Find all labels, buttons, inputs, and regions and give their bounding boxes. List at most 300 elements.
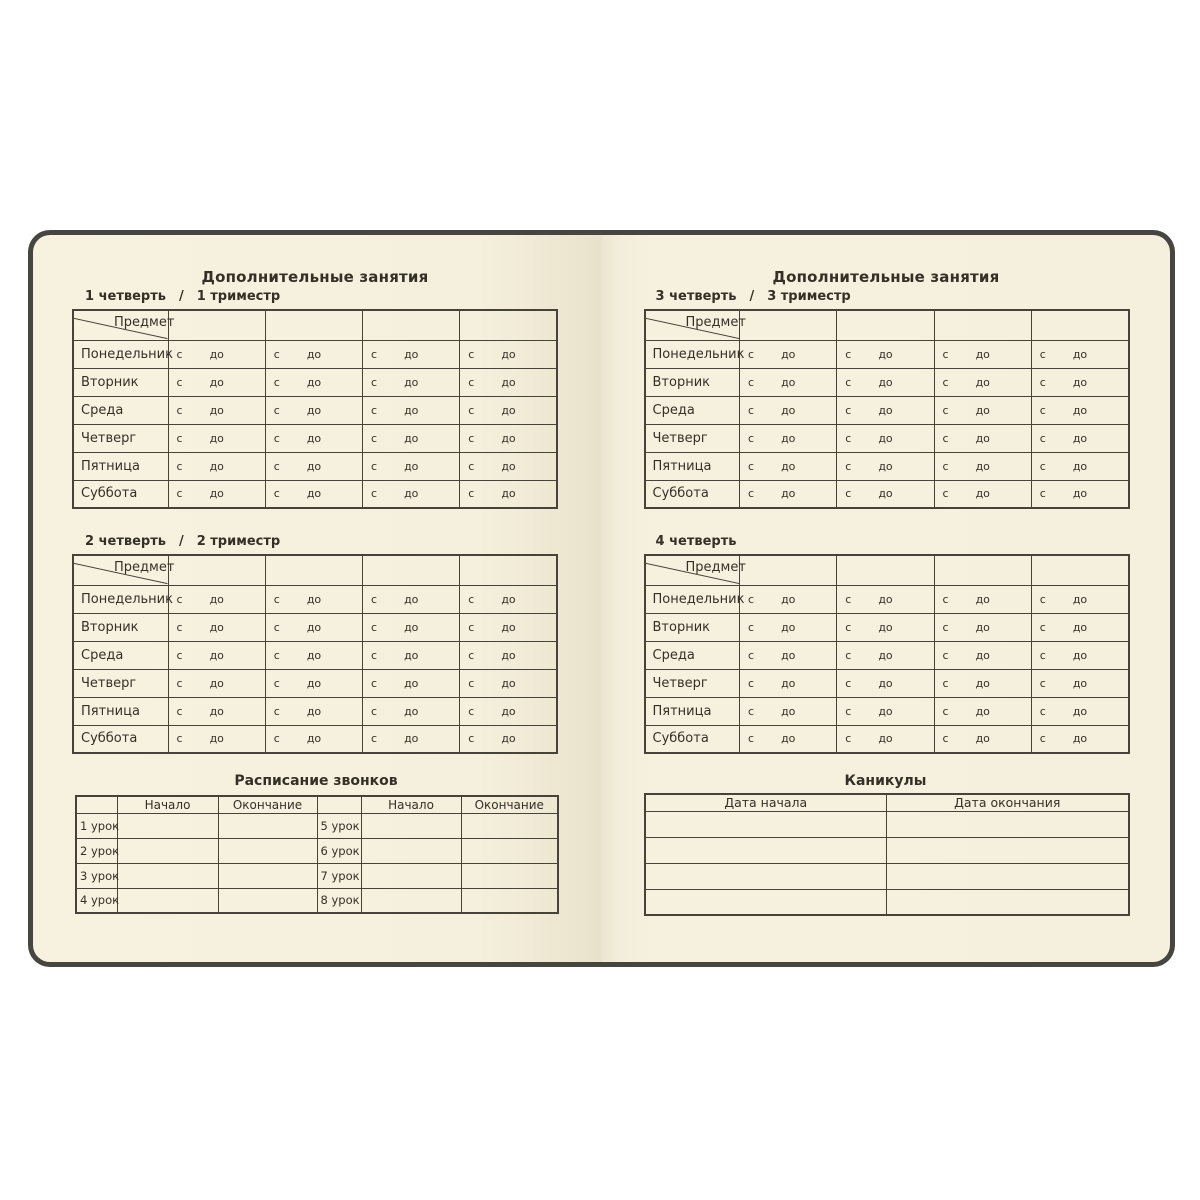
from-label: с [176,431,183,445]
to-label: до [306,431,322,445]
from-label: с [1039,487,1046,501]
column-header-cell [317,796,361,813]
to-label: до [306,620,322,634]
from-label: с [748,347,755,361]
to-label: до [209,431,224,445]
from-label: с [371,620,378,634]
day-row [73,480,557,508]
lesson-number-cell: 6 урок [317,838,361,863]
to-label: до [306,487,322,501]
end-date-cell [887,837,1129,863]
column-header-cell: Окончание [218,796,317,813]
time-slot-cell [265,368,362,396]
to-label: до [501,347,516,361]
to-label: до [404,732,419,746]
to-label: до [209,648,224,662]
subject-name-cell [168,555,265,585]
to-label: до [975,431,990,445]
subject-name-cell [265,555,362,585]
day-name-cell: Вторник [73,368,168,396]
subject-name-cell [934,555,1031,585]
quarter-label [656,534,1130,550]
time-slot-cell [460,340,557,368]
right-page [602,235,1171,962]
subject-name-cell [363,310,460,340]
from-label: с [468,592,475,606]
to-label: до [975,676,990,690]
time-slot-cell [460,368,557,396]
time-slot-cell [460,669,557,697]
to-label: до [781,403,796,417]
to-label: до [404,676,419,690]
from-label: с [273,592,280,606]
time-slot-cell [363,396,460,424]
time-slot-cell [1031,340,1128,368]
to-label: до [781,487,796,501]
from-label: с [1039,732,1046,746]
day-row [645,725,1129,753]
time-slot-cell [934,424,1031,452]
to-label: до [975,592,990,606]
subject-label: Предмет [685,315,746,330]
time-slot-cell [168,368,265,396]
time-slot-cell [363,480,460,508]
notebook-cover [28,230,1175,967]
time-slot-cell [363,424,460,452]
from-label: с [273,431,280,445]
to-label: до [306,704,322,718]
from-label: с [176,676,183,690]
classes-table-slot [72,309,558,509]
separator: / [178,534,184,549]
from-label: с [176,592,183,606]
to-label: до [501,648,516,662]
to-label: до [975,347,990,361]
vacation-row [645,811,1129,837]
from-label: с [845,704,852,718]
vacation-row [645,889,1129,915]
time-slot-cell [1031,613,1128,641]
lesson-number-cell: 1 урок [76,813,117,838]
from-label: с [748,375,755,389]
from-label: с [371,648,378,662]
bell-row [76,813,558,838]
time-slot-cell [363,669,460,697]
from-label: с [1039,459,1046,473]
quarter-name: 1 четверть [85,289,166,304]
from-label: с [273,347,280,361]
time-slot-cell [740,641,837,669]
to-label: до [975,487,990,501]
from-label: с [273,648,280,662]
subject-label: Предмет [114,315,175,330]
start-date-cell [645,837,887,863]
time-slot-cell [740,480,837,508]
to-label: до [209,347,224,361]
from-label: с [371,592,378,606]
from-label: с [845,676,852,690]
time-slot-cell [1031,452,1128,480]
column-header-cell [76,796,117,813]
subject-name-cell [168,310,265,340]
from-label: с [468,375,475,389]
quarter-name: 2 четверть [85,534,166,549]
time-slot-cell [363,585,460,613]
end-date-cell [887,889,1129,915]
from-label: с [371,459,378,473]
vacations-title: Каникулы [844,773,927,789]
from-label: с [1039,676,1046,690]
day-name-cell: Понедельник [645,585,740,613]
from-label: с [468,676,475,690]
time-slot-cell [460,641,557,669]
from-label: с [748,459,755,473]
header-row [645,310,1129,340]
separator: / [178,289,184,304]
to-label: до [501,487,516,501]
from-label: с [748,732,755,746]
day-row [73,697,557,725]
subject-name-cell [460,555,557,585]
to-label: до [781,732,796,746]
from-label: с [371,487,378,501]
time-slot-cell [363,340,460,368]
from-label: с [1039,375,1046,389]
subject-name-cell [460,310,557,340]
day-row [645,480,1129,508]
time-slot-cell [934,697,1031,725]
from-label: с [942,487,949,501]
end-time-cell [461,863,558,888]
from-label: с [942,592,949,606]
time-slot-cell [1031,641,1128,669]
time-slot-cell [168,725,265,753]
start-time-cell [361,838,461,863]
day-row [73,725,557,753]
time-slot-cell [265,396,362,424]
end-date-cell [887,863,1129,889]
from-label: с [371,403,378,417]
to-label: до [404,459,419,473]
time-slot-cell [168,613,265,641]
from-label: с [1039,347,1046,361]
from-label: с [176,403,183,417]
time-slot-cell [168,480,265,508]
to-label: до [781,592,796,606]
to-label: до [1072,648,1088,662]
from-label: с [273,704,280,718]
to-label: до [1072,704,1088,718]
quarter-section [644,534,1130,754]
from-label: с [845,431,852,445]
day-row [645,340,1129,368]
day-name-cell: Вторник [73,613,168,641]
time-slot-cell [934,725,1031,753]
from-label: с [273,732,280,746]
day-name-cell: Суббота [73,725,168,753]
from-label: с [1039,648,1046,662]
to-label: до [306,347,322,361]
to-label: до [306,375,322,389]
quarter-section [72,289,558,509]
time-slot-cell [460,585,557,613]
from-label: с [1039,403,1046,417]
left-page [33,235,602,962]
from-label: с [176,347,183,361]
time-slot-cell [837,613,934,641]
day-name-cell: Вторник [645,613,740,641]
time-slot-cell [460,452,557,480]
day-name-cell: Четверг [73,669,168,697]
time-slot-cell [837,480,934,508]
time-slot-cell [740,396,837,424]
column-header-cell: Начало [361,796,461,813]
from-label: с [176,487,183,501]
day-name-cell: Вторник [645,368,740,396]
day-name-cell: Понедельник [73,585,168,613]
from-label: с [845,459,852,473]
subject-label: Предмет [114,560,175,575]
from-label: с [468,648,475,662]
day-row [645,641,1129,669]
header-row [645,555,1129,585]
time-slot-cell [363,368,460,396]
start-time-cell [361,888,461,913]
time-slot-cell [934,613,1031,641]
to-label: до [781,347,796,361]
time-slot-cell [740,585,837,613]
from-label: с [176,459,183,473]
time-slot-cell [460,396,557,424]
to-label: до [404,431,419,445]
lesson-number-cell: 3 урок [76,863,117,888]
to-label: до [209,375,224,389]
to-label: до [975,704,990,718]
time-slot-cell [740,424,837,452]
time-slot-cell [837,452,934,480]
to-label: до [501,459,516,473]
to-label: до [404,375,419,389]
from-label: с [748,403,755,417]
quarter-name: 4 четверть [655,534,737,549]
bells-title: Расписание звонков [234,773,398,789]
to-label: до [781,459,796,473]
from-label: с [942,403,949,417]
day-row [73,368,557,396]
page-title: Дополнительные занятия [772,268,1000,286]
from-label: с [176,375,183,389]
to-label: до [781,676,796,690]
from-label: с [468,403,475,417]
day-row [73,396,557,424]
time-slot-cell [934,340,1031,368]
to-label: до [975,459,990,473]
from-label: с [845,732,852,746]
column-header-cell: Дата начала [645,794,887,811]
extra-classes-table [72,554,558,754]
to-label: до [1072,347,1088,361]
to-label: до [501,704,516,718]
end-time-cell [218,863,317,888]
from-label: с [845,648,852,662]
column-header-cell: Окончание [461,796,558,813]
page-title: Дополнительные занятия [201,268,429,286]
classes-table-slot [644,554,1130,754]
end-time-cell [218,813,317,838]
from-label: с [845,487,852,501]
extra-classes-table [644,554,1130,754]
to-label: до [306,648,322,662]
extra-classes-table [72,309,558,509]
subject-corner-cell [645,555,746,585]
time-slot-cell [934,396,1031,424]
day-name-cell: Суббота [645,480,740,508]
from-label: с [942,347,949,361]
trimester-name: 2 триместр [196,534,281,549]
subject-name-cell [837,555,934,585]
time-slot-cell [460,725,557,753]
subject-name-cell [265,310,362,340]
to-label: до [878,704,893,718]
day-name-cell: Суббота [73,480,168,508]
time-slot-cell [168,396,265,424]
time-slot-cell [363,697,460,725]
subject-corner-cell [645,310,746,340]
to-label: до [404,347,419,361]
to-label: до [1072,732,1088,746]
subject-label: Предмет [685,560,746,575]
from-label: с [468,620,475,634]
lesson-number-cell: 5 урок [317,813,361,838]
from-label: с [748,592,755,606]
to-label: до [878,648,893,662]
to-label: до [781,431,796,445]
classes-table-slot [644,309,1130,509]
subject-name-cell [837,310,934,340]
day-row [645,368,1129,396]
day-row [73,669,557,697]
column-header-cell: Начало [117,796,218,813]
from-label: с [273,375,280,389]
subject-name-cell [1031,310,1128,340]
day-name-cell: Среда [645,641,740,669]
from-label: с [371,431,378,445]
start-date-cell [645,811,887,837]
time-slot-cell [934,641,1031,669]
to-label: до [501,592,516,606]
from-label: с [176,648,183,662]
to-label: до [501,431,516,445]
subject-name-cell [740,555,837,585]
from-label: с [468,704,475,718]
from-label: с [845,375,852,389]
from-label: с [371,704,378,718]
time-slot-cell [837,340,934,368]
bells-table-slot [75,795,559,914]
lesson-number-cell: 8 урок [317,888,361,913]
to-label: до [209,592,224,606]
time-slot-cell [1031,396,1128,424]
day-name-cell: Четверг [645,424,740,452]
day-row [73,340,557,368]
bell-row [76,888,558,913]
time-slot-cell [460,697,557,725]
subject-name-cell [740,310,837,340]
from-label: с [371,732,378,746]
subject-name-cell [934,310,1031,340]
quarter-label [85,289,558,305]
start-date-cell [645,889,887,915]
to-label: до [1072,459,1088,473]
time-slot-cell [1031,585,1128,613]
from-label: с [1039,592,1046,606]
separator: / [749,289,755,304]
subject-name-cell [363,555,460,585]
lesson-number-cell: 7 урок [317,863,361,888]
from-label: с [371,676,378,690]
time-slot-cell [460,613,557,641]
to-label: до [878,620,893,634]
to-label: до [404,704,419,718]
day-row [73,452,557,480]
time-slot-cell [168,641,265,669]
header-row [645,794,1129,811]
to-label: до [1072,487,1088,501]
from-label: с [942,620,949,634]
time-slot-cell [1031,669,1128,697]
day-name-cell: Среда [73,641,168,669]
day-name-cell: Понедельник [645,340,740,368]
to-label: до [209,676,224,690]
to-label: до [878,347,893,361]
from-label: с [942,459,949,473]
to-label: до [1072,431,1088,445]
time-slot-cell [168,424,265,452]
from-label: с [273,403,280,417]
to-label: до [878,375,893,389]
day-row [645,452,1129,480]
end-time-cell [461,838,558,863]
start-time-cell [117,813,218,838]
to-label: до [209,620,224,634]
to-label: до [404,403,419,417]
to-label: до [1072,620,1088,634]
vacation-row [645,863,1129,889]
to-label: до [975,648,990,662]
time-slot-cell [934,585,1031,613]
from-label: с [748,487,755,501]
start-time-cell [117,838,218,863]
day-row [73,613,557,641]
start-date-cell [645,863,887,889]
day-row [73,424,557,452]
time-slot-cell [740,368,837,396]
time-slot-cell [934,452,1031,480]
from-label: с [942,375,949,389]
time-slot-cell [265,452,362,480]
from-label: с [748,704,755,718]
time-slot-cell [1031,480,1128,508]
time-slot-cell [1031,368,1128,396]
from-label: с [748,431,755,445]
day-name-cell: Среда [645,396,740,424]
to-label: до [975,403,990,417]
subject-corner-cell [73,310,175,340]
to-label: до [209,732,224,746]
column-header-cell: Дата окончания [887,794,1129,811]
from-label: с [1039,704,1046,718]
bell-row [76,863,558,888]
